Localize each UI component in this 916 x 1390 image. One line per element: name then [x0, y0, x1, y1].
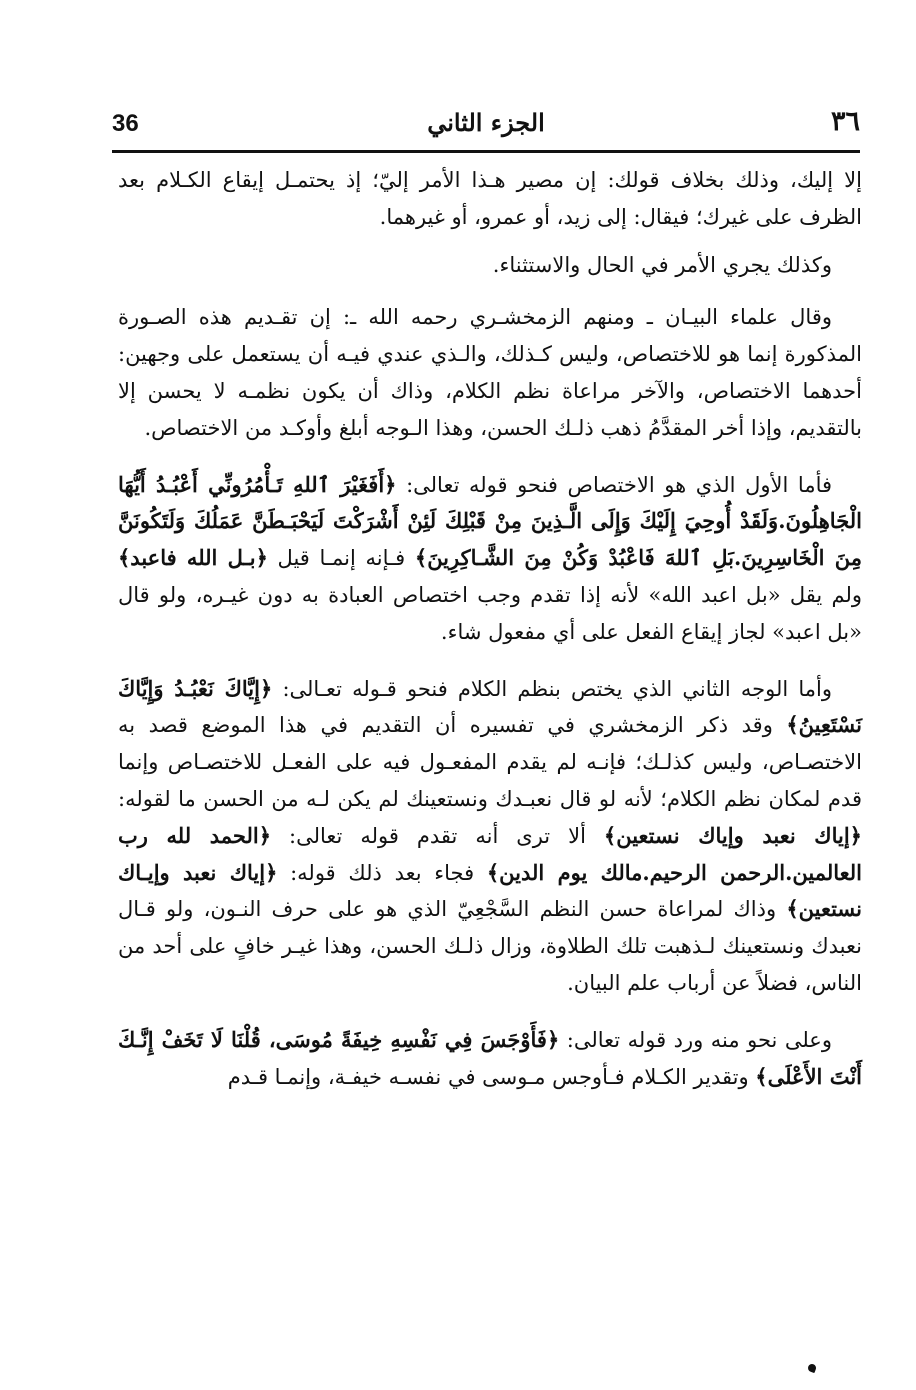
text-run: فأما الأول الذي هو الاختصاص فنحو قوله تعالى: — [396, 472, 833, 497]
text-run: إلا إليك، وذلك بخلاف قولك: إن مصير هـذا الأمر إليّ؛ إذ يحتمـل إيقاع الكـلام بعد الظرف على غيرك؛ فيقال: إلى زيد، أو عمرو، أو غيرهما. — [118, 168, 862, 229]
header-rule — [112, 150, 860, 153]
text-run: وتقدير الكـلام فـأوجس مـوسى في نفسـه خيفـة، وإنمـا قـدم — [227, 1064, 756, 1089]
text-run: وذاك لمراعاة حسن النظم السَّجْعِيّ الذي هو على حرف النـون، ولو قـال نعبدك ونستعينك لـذهبت تلك الطلاوة، وزال ذلـك الحسن، وهذا غيـر خافٍ على أحد من الناس، فضلاً عن أرباب علم البيان. — [118, 897, 862, 995]
page-number-latin: 36 — [112, 110, 139, 137]
paragraph — [118, 162, 862, 236]
quran-quote: ﴿إياك نعبد وإياك نستعين﴾ — [603, 822, 862, 848]
text-run: وقد ذكر الزمخشري في تفسيره أن التقديم في هذا الموضع قصد به الاختصـاص، وليس كذلـك؛ فإنـه لم يقدم المفعـول فيه على الفعـل للاختصـاص وإنما قدم لمكان نظم الكلام؛ لأنه لو قال نعبـدك ونستعينك لم يكن لـه من الحسن ما لقوله: — [118, 713, 862, 811]
paragraph — [118, 671, 862, 1002]
paragraph — [118, 247, 862, 284]
quran-quote: ﴿الحمد لله رب العالمين.الرحمن الرحيم.مالك يوم الدين﴾ — [118, 822, 862, 885]
text-run: وكذلك يجري الأمر في الحال والاستثناء. — [492, 252, 832, 277]
paragraph — [118, 299, 862, 446]
text-body — [118, 162, 862, 1095]
quran-quote: ﴿فَأَوْجَسَ فِي نَفْسِهِ خِيفَةً مُوسَى، قُلْنَا لَا تَخَفْ إِنَّـكَ أَنْتَ الأَعْلَى﴾ — [118, 1026, 862, 1089]
text-run: وأما الوجه الثاني الذي يختص بنظم الكلام فنحو قـوله تعـالى: — [272, 676, 832, 701]
text-run: ألا ترى أنه تقدم قوله تعالى: — [271, 823, 604, 848]
quran-quote: ﴿بـل الله فاعبد﴾ — [118, 545, 268, 571]
paragraph — [118, 467, 862, 651]
ink-mark — [807, 1363, 817, 1373]
page-number-arabic: ٣٦ — [830, 106, 860, 137]
text-run: فجاء بعد ذلك قوله: — [277, 860, 487, 885]
running-title: الجزء الثاني — [427, 108, 545, 137]
text-run: فـإنه إنمـا قيل — [267, 546, 415, 571]
paragraph — [118, 1022, 862, 1096]
quran-quote: ﴿إياك نعبد وإيـاك نستعين﴾ — [118, 859, 862, 922]
text-run: وقال علماء البيـان ـ ومنهم الزمخشـري رحمه الله ـ: إن تقـديم هذه الصـورة المذكورة إنما هو للاختصاص، وليس كـذلك، والـذي عندي فيـه أن يستعمل على وجهين: أحدهما الاختصاص، والآخر مراعاة نظم الكلام، وذاك أن يكون نظمـه لا يحسن إلا بالتقديم، وإذا أخر المقدَّمُ ذهب ذلـك الحسن، وهذا الـوجه أبلغ وأوكـد من الاختصاص. — [118, 305, 862, 440]
text-run: وعلى نحو منه ورد قوله تعالى: — [559, 1027, 832, 1052]
quran-quote: ﴿أَفَغَيْرَ ٱللهِ تَـأْمُرُونِّي أَعْبُـدُ أَيُّهَا الْجَاهِلُونَ.وَلَقَدْ أُوحِيَ إِلَيْكَ وَإِلَى الَّـذِينَ مِنْ قَبْلِكَ لَئِنْ أَشْرَكْتَ لَيَحْبَـطَنَّ عَمَلُكَ وَلَتَكُونَنَّ مِنَ الْخَاسِرِينَ.بَلِ ٱللهَ فَاعْبُدْ وَكُنْ مِنَ الشَّـاكِرِينَ﴾ — [118, 471, 863, 571]
quran-quote: ﴿إِيَّاكَ نَعْبُـدُ وَإِيَّاكَ نَسْتَعِينُ﴾ — [118, 675, 862, 738]
page-header — [112, 106, 860, 146]
text-run: ولم يقل «بل اعبد الله» لأنه إذا تقدم وجب اختصاص العبادة به دون غيـره، ولو قال «بل اعبد» لجاز إيقاع الفعل على أي مفعول شاء. — [118, 582, 862, 644]
